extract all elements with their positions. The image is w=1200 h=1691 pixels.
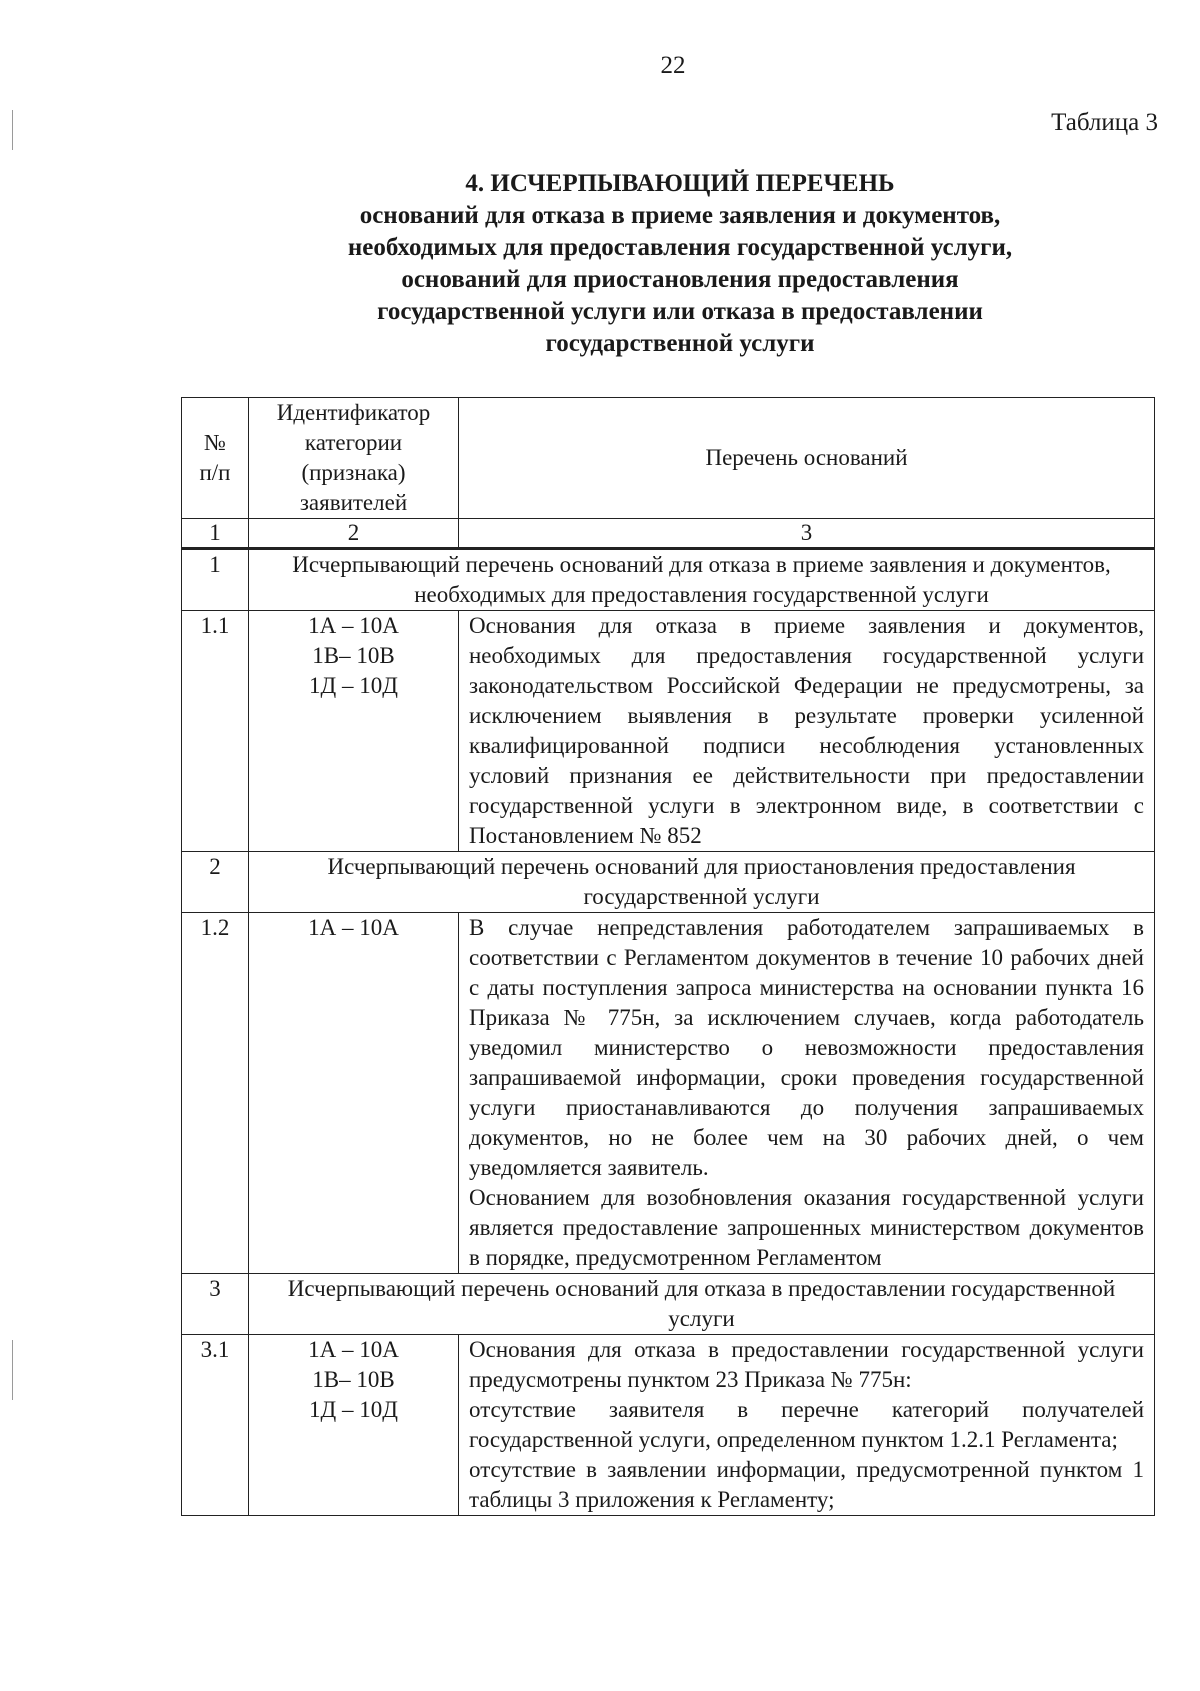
applicant-ids [249, 913, 459, 1274]
heading-line: государственной услуги [545, 330, 815, 357]
header-applicant-id: Идентификатор категории (признака) заявителей [249, 398, 459, 519]
section-title: Исчерпывающий перечень оснований для отказа в приеме заявления и документов, необходимых для предоставления государственной услуги [249, 549, 1155, 611]
header-num: № п/п [182, 398, 249, 519]
row-number: 1.1 [182, 611, 249, 852]
applicant-id: 1А – 10А [308, 915, 399, 940]
heading-line: государственной услуги или отказа в предоставлении [377, 298, 983, 325]
section-number: 3 [182, 1274, 249, 1335]
basis-paragraph: В случае непредставления работодателем запрашиваемых в соответствии с Регламентом документов в течение 10 рабочих дней с даты поступления запроса министерства на основании пункта 16 Приказа № 775н, за исключением случаев, когда работодатель уведомил министерство о невозможности предоставления запрашиваемой информации, сроки проведения государственной услуги приостанавливаются до получения запрашиваемых документов, но не более чем на 30 рабочих дней, о чем уведомляется заявитель. [469, 915, 1144, 1180]
grounds-table [181, 397, 1155, 1516]
heading-line: необходимых для предоставления государственной услуги, [347, 234, 1013, 261]
applicant-id: 1В– 10В [312, 1367, 395, 1392]
heading-line: оснований для приостановления предоставления [401, 266, 959, 293]
table-row [182, 913, 1155, 1274]
basis-paragraph: отсутствие в заявлении информации, предусмотренной пунктом 1 таблицы 3 приложения к Регламенту; [469, 1457, 1144, 1512]
applicant-id: 1А – 10А [308, 613, 399, 638]
heading-line: 4. ИСЧЕРПЫВАЮЩИЙ ПЕРЕЧЕНЬ [465, 170, 895, 197]
table-label: Таблица 3 [1051, 109, 1158, 136]
applicant-id: 1Д – 10Д [309, 673, 398, 698]
section-row [182, 852, 1155, 913]
table-header-row [182, 398, 1155, 519]
row-number: 3.1 [182, 1335, 249, 1516]
basis-text [459, 611, 1155, 852]
section-row [182, 549, 1155, 611]
basis-paragraph: Основанием для возобновления оказания государственной услуги является предоставление запрошенных министерством документов в порядке, предусмотренном Регламентом [469, 1185, 1144, 1270]
scan-artifact [12, 110, 13, 150]
section-number: 2 [182, 852, 249, 913]
section-title: Исчерпывающий перечень оснований для приостановления предоставления государственной услуги [249, 852, 1155, 913]
applicant-id: 1В– 10В [312, 643, 395, 668]
column-index: 2 [249, 519, 459, 549]
basis-paragraph: Основания для отказа в приеме заявления и документов, необходимых для предоставления государственной услуги законодательством Российской Федерации не предусмотрены, за исключением выявления в результате проверки усиленной квалифицированной подписи несоблюдения установленных условий признания ее действительности при предоставлении государственной услуги в электронном виде, в соответствии с Постановлением № 852 [469, 613, 1144, 848]
basis-text [459, 1335, 1155, 1516]
applicant-id: 1А – 10А [308, 1337, 399, 1362]
document-heading [180, 168, 1180, 360]
applicant-ids [249, 611, 459, 852]
page-number: 22 [660, 52, 686, 79]
applicant-ids [249, 1335, 459, 1516]
basis-paragraph: отсутствие заявителя в перечне категорий получателей государственной услуги, определенном пунктом 1.2.1 Регламента; [469, 1397, 1144, 1452]
scan-artifact [12, 1340, 13, 1400]
applicant-id: 1Д – 10Д [309, 1397, 398, 1422]
section-title: Исчерпывающий перечень оснований для отказа в предоставлении государственной услуги [249, 1274, 1155, 1335]
table-row [182, 1335, 1155, 1516]
column-index: 1 [182, 519, 249, 549]
row-number: 1.2 [182, 913, 249, 1274]
basis-paragraph: Основания для отказа в предоставлении государственной услуги предусмотрены пунктом 23 Приказа № 775н: [469, 1337, 1144, 1392]
basis-text [459, 913, 1155, 1274]
table-row [182, 611, 1155, 852]
section-row [182, 1274, 1155, 1335]
header-basis-list: Перечень оснований [459, 398, 1155, 519]
section-number: 1 [182, 549, 249, 611]
heading-line: оснований для отказа в приеме заявления и документов, [359, 202, 1001, 229]
column-index: 3 [459, 519, 1155, 549]
column-index-row [182, 519, 1155, 549]
